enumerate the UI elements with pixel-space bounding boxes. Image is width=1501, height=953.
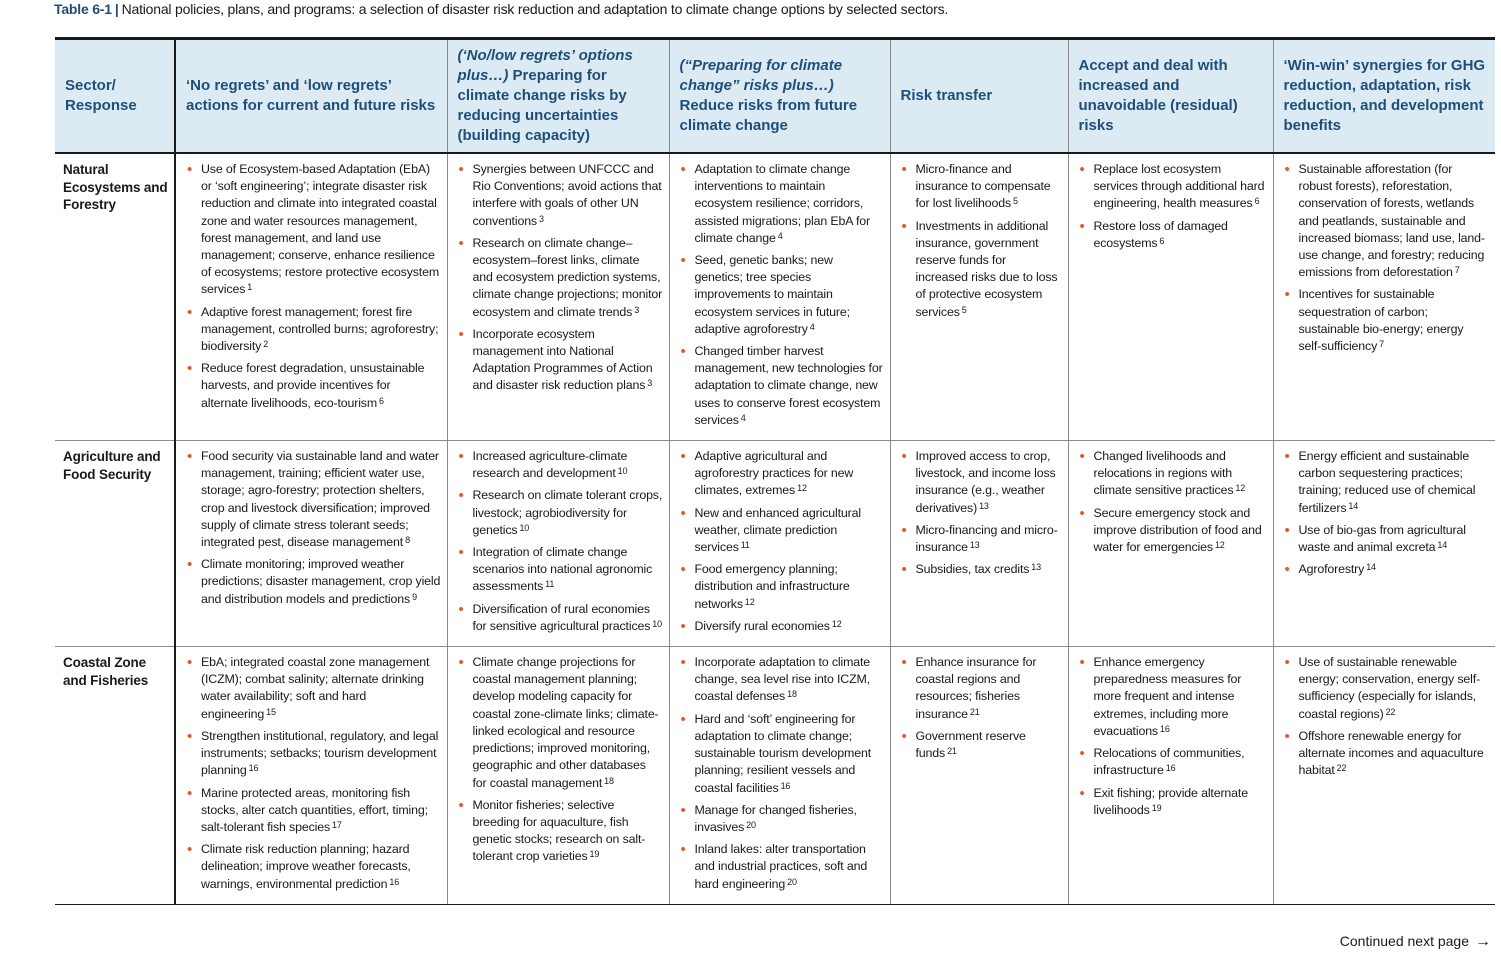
- table-cell: [175, 153, 447, 441]
- column-header-text: Risk transfer: [900, 87, 993, 104]
- footnote-ref: 4: [809, 321, 815, 332]
- bullet-text: Increased agriculture-climate research and development: [472, 449, 628, 481]
- footnote-ref: 12: [831, 618, 842, 629]
- bullet-text: Reduce forest degradation, unsustainable harvests, and provide incentives for alternate livelihoods, eco-tourism: [201, 361, 425, 410]
- bullet-item: [1282, 561, 1490, 578]
- bullet-item: [1077, 745, 1267, 779]
- footnote-ref: 13: [979, 500, 989, 511]
- bullet-text: Energy efficient and sustainable carbon sequestering practices; training; reduced use of chemical fertilizers: [1298, 449, 1476, 515]
- table-cell: [890, 647, 1068, 905]
- bullet-list: [456, 161, 663, 395]
- bullet-text: Micro-finance and insurance to compensate for lost livelihoods: [915, 162, 1051, 211]
- footnote-ref: 12: [1235, 483, 1246, 494]
- bullet-item: [678, 161, 884, 247]
- table-cell: [669, 441, 890, 647]
- bullet-text: Micro-financing and micro-insurance: [915, 522, 1058, 555]
- sector-label: Coastal Zone and Fisheries: [55, 647, 175, 905]
- bullet-item: [678, 618, 884, 635]
- bullet-text: Use of sustainable renewable energy; conservation, energy self-sufficiency (especially for islands, coastal regions): [1298, 655, 1481, 721]
- bullet-list: [1282, 654, 1490, 779]
- table-cell: [890, 153, 1068, 441]
- bullet-text: Changed livelihoods and relocations in regions with climate sensitive practices: [1093, 449, 1234, 498]
- bullet-list: [678, 448, 884, 635]
- bullet-item: [456, 326, 663, 395]
- bullet-item: [1077, 654, 1267, 740]
- footnote-ref: 5: [1012, 196, 1018, 207]
- footnote-ref: 4: [740, 412, 746, 423]
- continued-text: Continued next page: [1339, 933, 1469, 949]
- sector-label: Natural Ecosystems and Forestry: [55, 153, 175, 441]
- footnote-ref: 12: [1214, 540, 1225, 551]
- table-cell: [447, 441, 669, 647]
- bullet-list: [899, 654, 1062, 762]
- bullet-item: [184, 161, 441, 299]
- bullet-text: Seed, genetic banks; new genetics; tree species improvements to maintain ecosystem services in future; adaptive agroforestry: [694, 253, 850, 336]
- footnote-ref: 19: [589, 849, 600, 860]
- bullet-item: [899, 161, 1062, 213]
- column-header-text: Accept and deal with increased and unavoidable (residual) risks: [1078, 57, 1238, 134]
- footnote-ref: 3: [538, 213, 544, 224]
- bullet-item: [1077, 505, 1267, 557]
- table-cell: [1068, 153, 1273, 441]
- column-header-italic: (“Preparing for climate change” risks plus…): [679, 57, 843, 94]
- footnote-ref: 14: [1348, 500, 1359, 511]
- footnote-ref: 13: [1031, 562, 1041, 573]
- bullet-item: [678, 654, 884, 706]
- bullet-list: [1077, 448, 1267, 556]
- bullet-text: Sustainable afforestation (for robust forests), reforestation, conservation of forests, wetlands and peatlands, sustainable and increased biomass; land use, land-use change, and forestry; reducing emissions from deforestation: [1298, 162, 1485, 280]
- table-label: Table 6-1: [54, 1, 112, 17]
- footnote-ref: 21: [969, 706, 980, 717]
- bullet-item: [1282, 286, 1490, 355]
- footnote-ref: 22: [1336, 763, 1347, 774]
- bullet-item: [678, 505, 884, 557]
- bullet-item: [899, 654, 1062, 723]
- bullet-list: [899, 448, 1062, 578]
- bullet-item: [184, 654, 441, 723]
- bullet-text: Use of Ecosystem-based Adaptation (EbA) or ‘soft engineering’; integrate disaster risk reduction and climate into integrated coastal zone and water resources management, forest management, and land use management; conserve, enhance resilience of ecosystems; restore protective ecosystem services: [201, 162, 440, 297]
- bullet-text: Diversification of rural economies for sensitive agricultural practices: [472, 601, 651, 633]
- footnote-ref: 22: [1385, 706, 1396, 717]
- bullet-list: [678, 654, 884, 893]
- bullet-item: [456, 235, 663, 321]
- bullet-item: [184, 728, 441, 780]
- column-header: [1068, 39, 1273, 154]
- bullet-item: [1077, 785, 1267, 819]
- bullet-text: Climate risk reduction planning; hazard delineation; improve weather forecasts, warnings, environmental prediction: [201, 842, 411, 891]
- bullet-item: [1282, 161, 1490, 281]
- footnote-ref: 10: [617, 466, 628, 477]
- bullet-list: [1282, 161, 1490, 355]
- bullet-item: [184, 360, 441, 412]
- footnote-ref: 5: [961, 304, 967, 315]
- footnote-ref: 21: [947, 746, 957, 757]
- footnote-ref: 10: [652, 618, 662, 629]
- column-header-text: ‘No regrets’ and ‘low regrets’ actions for current and future risks: [186, 77, 436, 114]
- bullet-text: Marine protected areas, monitoring fish stocks, alter catch quantities, effort, timing; salt-tolerant fish species: [201, 785, 428, 834]
- footnote-ref: 10: [519, 522, 530, 533]
- policy-options-table: [55, 37, 1495, 905]
- bullet-text: Investments in additional insurance, government reserve funds for increased risks due to loss of protective ecosystem services: [915, 218, 1058, 319]
- bullet-text: Subsidies, tax credits: [915, 562, 1030, 577]
- bullet-list: [1077, 654, 1267, 819]
- bullet-item: [1282, 522, 1490, 556]
- bullet-item: [899, 522, 1062, 556]
- footnote-ref: 3: [647, 378, 653, 389]
- bullet-text: Diversify rural economies: [694, 618, 830, 633]
- footnote-ref: 1: [247, 282, 253, 293]
- table-caption: [54, 1, 948, 18]
- bullet-item: [899, 218, 1062, 321]
- bullet-text: Use of bio-gas from agricultural waste and animal excreta: [1298, 522, 1466, 555]
- bullet-list: [1282, 448, 1490, 578]
- bullet-text: Climate monitoring; improved weather predictions; disaster management, crop yield and distribution models and predictions: [201, 557, 441, 606]
- bullet-text: Inland lakes: alter transportation and industrial practices, soft and hard engineering: [694, 842, 868, 891]
- bullet-text: EbA; integrated coastal zone management (ICZM); combat salinity; alternate drinking water availability; soft and hard engineering: [201, 655, 430, 721]
- bullet-text: Manage for changed fisheries, invasives: [694, 802, 857, 834]
- table-cell: [1273, 153, 1495, 441]
- column-header: [890, 39, 1068, 154]
- footnote-ref: 7: [1379, 339, 1384, 350]
- bullet-item: [184, 304, 441, 356]
- bullet-text: Agroforestry: [1298, 562, 1365, 577]
- bullet-text: Adaptive forest management; forest fire management, controlled burns; agroforestry; biodiversity: [201, 304, 439, 354]
- column-header-italic: (‘No/low regrets’ options plus…): [457, 47, 633, 84]
- bullet-item: [1282, 448, 1490, 517]
- bullet-item: [678, 252, 884, 338]
- table-cell: [1273, 647, 1495, 905]
- footnote-ref: 16: [780, 780, 791, 791]
- footnote-ref: 3: [634, 304, 640, 315]
- bullet-text: Relocations of communities, infrastructure: [1093, 746, 1245, 778]
- table-cell: [447, 153, 669, 441]
- bullet-item: [1077, 448, 1267, 500]
- bullet-text: Hard and ‘soft’ engineering for adaptation to climate change; sustainable tourism development planning; resilient vessels and coastal facilities: [694, 711, 871, 795]
- bullet-text: Incentives for sustainable sequestration of carbon; sustainable bio-energy; energy self-sufficiency: [1298, 287, 1464, 354]
- table-cell: [1068, 647, 1273, 905]
- column-header-text: ‘Win-win’ synergies for GHG reduction, adaptation, risk reduction, and development benefits: [1283, 57, 1486, 134]
- table-cell: [1068, 441, 1273, 647]
- bullet-item: [1077, 218, 1267, 252]
- bullet-item: [184, 785, 441, 837]
- bullet-text: Secure emergency stock and improve distribution of food and water for emergencies: [1093, 505, 1262, 555]
- footnote-ref: 19: [1151, 802, 1162, 813]
- footnote-ref: 20: [787, 876, 797, 887]
- continued-note: [1340, 933, 1491, 951]
- bullet-item: [678, 343, 884, 429]
- caption-text: National policies, plans, and programs: a selection of disaster risk reduction and adaptation to climate change options by selected sectors.: [121, 1, 949, 17]
- bullet-text: Research on climate tolerant crops, livestock; agrobiodiversity for genetics: [472, 488, 663, 537]
- bullet-item: [1077, 161, 1267, 213]
- table-cell: [447, 647, 669, 905]
- bullet-list: [456, 448, 663, 635]
- footnote-ref: 16: [248, 763, 259, 774]
- bullet-text: Improved access to crop, livestock, and income loss insurance (e.g., weather derivatives): [915, 449, 1056, 515]
- footnote-ref: 16: [1159, 723, 1170, 734]
- bullet-text: New and enhanced agricultural weather, climate prediction services: [694, 505, 861, 555]
- bullet-text: Strengthen institutional, regulatory, and legal instruments; setbacks; tourism development planning: [201, 728, 439, 778]
- bullet-text: Integration of climate change scenarios into national agronomic assessments: [472, 545, 653, 594]
- column-header-text: Reduce risks from future climate change: [679, 97, 858, 134]
- footnote-ref: 11: [740, 540, 750, 551]
- bullet-list: [678, 161, 884, 429]
- bullet-item: [184, 841, 441, 893]
- table-row: [55, 441, 1495, 647]
- bullet-item: [184, 556, 441, 608]
- bullet-item: [899, 561, 1062, 578]
- bullet-item: [1282, 654, 1490, 723]
- bullet-text: Enhance insurance for coastal regions and resources; fisheries insurance: [915, 655, 1037, 721]
- footnote-ref: 9: [412, 591, 417, 602]
- bullet-list: [184, 448, 441, 608]
- column-header: [447, 39, 669, 154]
- footnote-ref: 18: [604, 775, 614, 786]
- bullet-item: [456, 487, 663, 539]
- bullet-text: Government reserve funds: [915, 728, 1026, 761]
- table-body: [55, 153, 1495, 904]
- footnote-ref: 14: [1366, 562, 1376, 573]
- table-cell: [669, 153, 890, 441]
- footnote-ref: 20: [746, 819, 756, 830]
- bullet-item: [184, 448, 441, 551]
- bullet-list: [184, 654, 441, 893]
- bullet-item: [678, 711, 884, 797]
- bullet-item: [678, 561, 884, 613]
- bullet-text: Replace lost ecosystem services through additional hard engineering, health measures: [1093, 162, 1265, 211]
- footnote-ref: 14: [1437, 540, 1448, 551]
- table-row: [55, 153, 1495, 441]
- bullet-text: Synergies between UNFCCC and Rio Conventions; avoid actions that interfere with goals of other UN conventions: [472, 162, 662, 228]
- footnote-ref: 12: [797, 483, 807, 494]
- arrow-right-icon: →: [1475, 933, 1491, 950]
- table-cell: [175, 647, 447, 905]
- bullet-item: [899, 728, 1062, 762]
- footnote-ref: 16: [1165, 763, 1176, 774]
- caption-separator: |: [114, 1, 119, 17]
- column-header-text: Sector/ Response: [65, 77, 137, 114]
- bullet-item: [678, 448, 884, 500]
- footnote-ref: 2: [263, 339, 269, 350]
- column-header: [669, 39, 890, 154]
- bullet-text: Food emergency planning; distribution and infrastructure networks: [694, 562, 850, 611]
- footnote-ref: 6: [1254, 196, 1260, 207]
- bullet-text: Changed timber harvest management, new technologies for adaptation to climate change, new uses to conserve forest ecosystem services: [694, 344, 883, 427]
- footnote-ref: 6: [379, 395, 384, 406]
- bullet-item: [678, 841, 884, 893]
- bullet-text: Restore loss of damaged ecosystems: [1093, 218, 1228, 250]
- bullet-list: [899, 161, 1062, 321]
- bullet-list: [184, 161, 441, 412]
- column-header: [175, 39, 447, 154]
- footnote-ref: 6: [1159, 235, 1165, 246]
- footnote-ref: 12: [744, 596, 755, 607]
- bullet-text: Climate change projections for coastal management planning; develop modeling capacity for coastal zone-climate links; climate-linked ecological and resource predictions; improved monitoring, geographic and other databases for coastal management: [472, 655, 659, 790]
- footnote-ref: 11: [545, 579, 555, 590]
- bullet-text: Offshore renewable energy for alternate incomes and aquaculture habitat: [1298, 728, 1484, 778]
- column-header-text: Preparing for climate change risks by reducing uncertainties (building capacity): [457, 67, 627, 144]
- footnote-ref: 17: [332, 819, 342, 830]
- bullet-item: [456, 654, 663, 792]
- table-cell: [175, 441, 447, 647]
- bullet-item: [899, 448, 1062, 517]
- bullet-text: Enhance emergency preparedness measures for more frequent and intense extremes, including more evacuations: [1093, 655, 1242, 738]
- footnote-ref: 7: [1454, 265, 1460, 276]
- bullet-list: [456, 654, 663, 865]
- bullet-text: Exit fishing; provide alternate livelihoods: [1093, 785, 1248, 817]
- table-row: [55, 647, 1495, 905]
- header-row: [55, 39, 1495, 154]
- footnote-ref: 18: [787, 689, 797, 700]
- footnote-ref: 15: [266, 706, 276, 717]
- column-header: [55, 39, 175, 154]
- bullet-text: Research on climate change–ecosystem–forest links, climate and ecosystem prediction systems, climate change projections; monitor ecosystem and climate trends: [472, 235, 663, 319]
- bullet-item: [456, 601, 663, 635]
- bullet-list: [1077, 161, 1267, 252]
- bullet-item: [678, 802, 884, 836]
- bullet-item: [456, 797, 663, 866]
- footnote-ref: 4: [777, 230, 783, 241]
- footnote-ref: 16: [389, 876, 400, 887]
- bullet-item: [456, 544, 663, 596]
- bullet-item: [456, 161, 663, 230]
- sector-label: Agriculture and Food Security: [55, 441, 175, 647]
- bullet-text: Incorporate ecosystem management into National Adaptation Programmes of Action and disaster risk reduction plans: [472, 326, 653, 393]
- table-cell: [669, 647, 890, 905]
- bullet-text: Adaptive agricultural and agroforestry practices for new climates, extremes: [694, 449, 854, 498]
- bullet-item: [1282, 728, 1490, 780]
- bullet-text: Monitor fisheries; selective breeding for aquaculture, fish genetic stocks; research on salt-tolerant crop varieties: [472, 797, 646, 864]
- table-cell: [1273, 441, 1495, 647]
- bullet-text: Food security via sustainable land and water management, training; efficient water use, storage; agro-forestry; protection shelters, crop and livestock diversification; improved supply of climate stress tolerant seeds; integrated pest, disease management: [201, 449, 439, 550]
- footnote-ref: 8: [405, 535, 410, 546]
- footnote-ref: 13: [969, 540, 980, 551]
- bullet-text: Adaptation to climate change interventions to maintain ecosystem resilience; corridors, assisted migrations; plan EbA for climate change: [694, 162, 870, 245]
- bullet-item: [456, 448, 663, 482]
- bullet-text: Incorporate adaptation to climate change, sea level rise into ICZM, coastal defenses: [694, 655, 871, 704]
- column-header: [1273, 39, 1495, 154]
- table-cell: [890, 441, 1068, 647]
